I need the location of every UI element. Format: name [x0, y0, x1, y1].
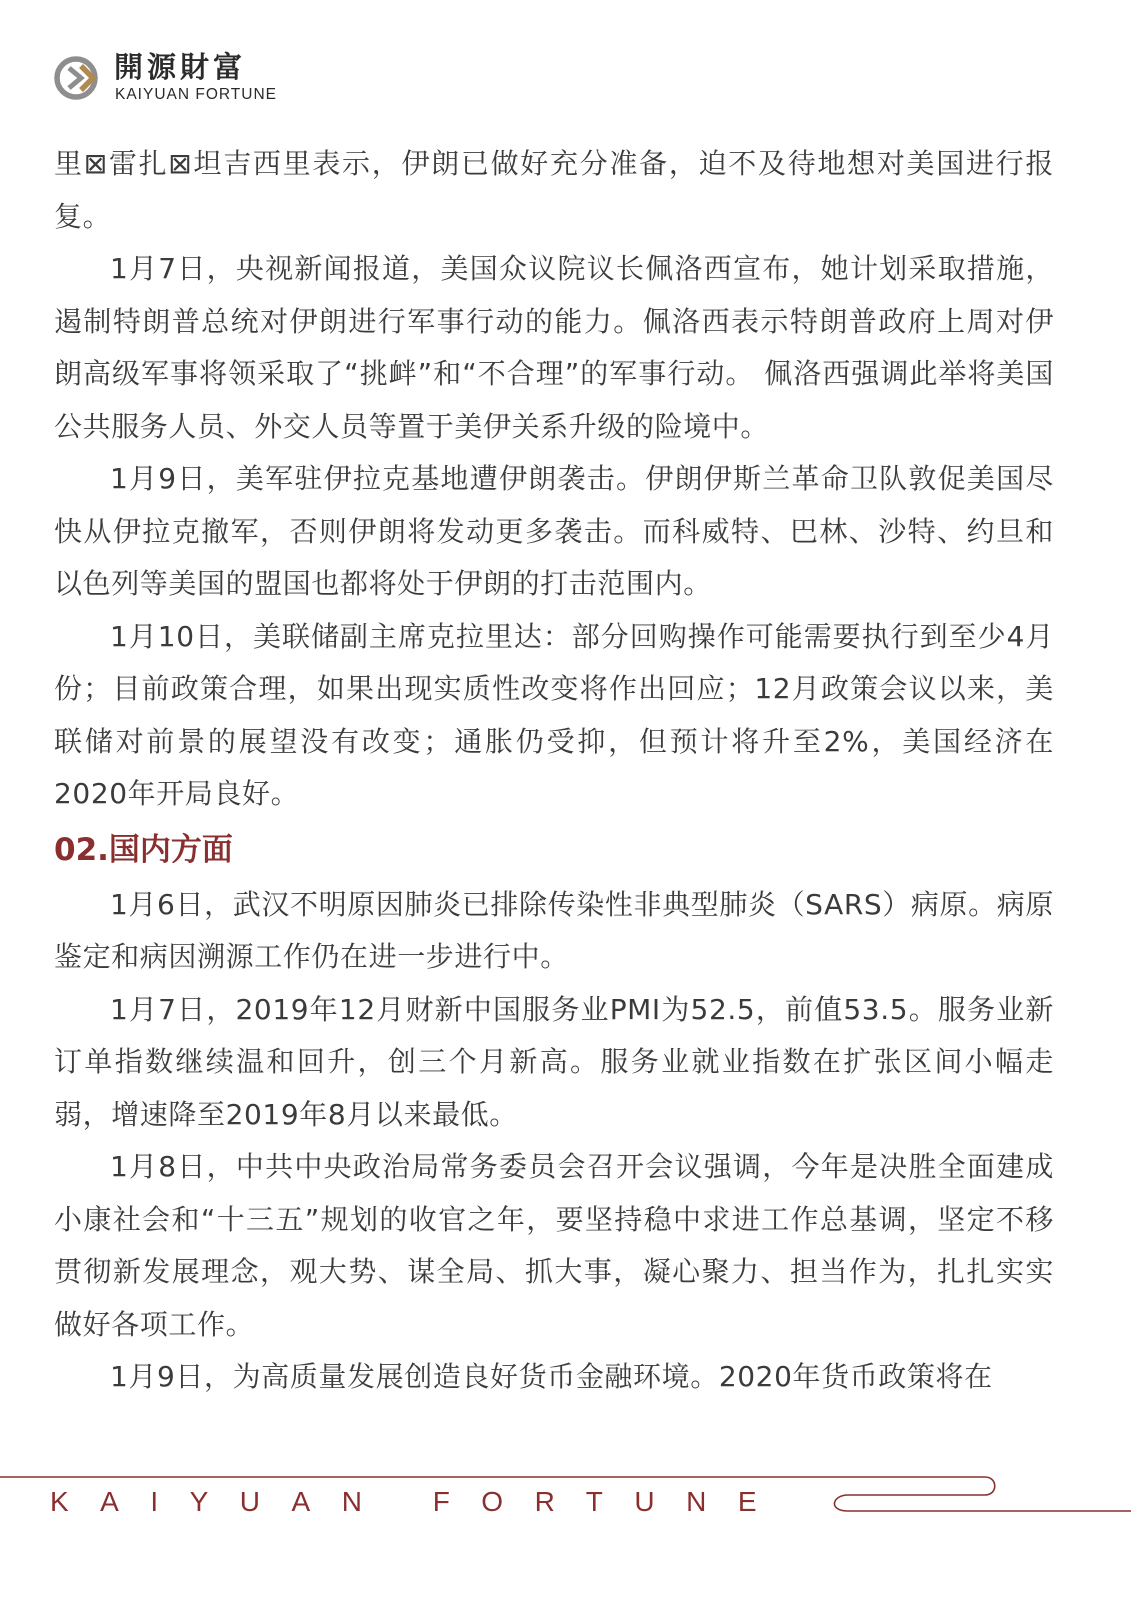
- kaiyuan-logo-icon: [52, 52, 104, 104]
- paragraph: 1月9日，为高质量发展创造良好货币金融环境。2020年货币政策将在: [110, 1360, 993, 1393]
- paragraph: 1月6日，武汉不明原因肺炎已排除传染性非典型肺炎（SARS）病原。病原鉴定和病因溯源工作仍在进一步进行中。: [54, 887, 1054, 973]
- section-title: 02.国内方面: [54, 831, 233, 868]
- header: [52, 50, 452, 106]
- logo-chinese-name: 開源財富: [114, 50, 247, 84]
- paragraph: 1月10日，美联储副主席克拉里达：部分回购操作可能需要执行到至少4月份；目前政策合理，如果出现实质性改变将作出回应；12月政策会议以来，美联储对前景的展望没有改变；通胀仍受抑，但预计将升至2%，美国经济在2020年开局良好。: [54, 619, 1054, 810]
- paragraph: 1月7日，2019年12月财新中国服务业PMI为52.5，前值53.5。服务业新订单指数继续温和回升，创三个月新高。服务业就业指数在扩张区间小幅走弱，增速降至2019年8月以来最低。: [54, 992, 1054, 1131]
- logo-english-name: KAIYUAN FORTUNE: [115, 86, 277, 103]
- paragraph: 1月7日，央视新闻报道，美国众议院议长佩洛西宣布，她计划采取措施，遏制特朗普总统对伊朗进行军事行动的能力。佩洛西表示特朗普政府上周对伊朗高级军事将领采取了“挑衅”和“不合理”的军事行动。 佩洛西强调此举将美国公共服务人员、外交人员等置于美伊关系升级的险境中。: [54, 252, 1054, 443]
- article-body: [54, 138, 1054, 1404]
- paragraph: 1月8日，中共中央政治局常务委员会召开会议强调，今年是决胜全面建成小康社会和“十三五”规划的收官之年，要坚持稳中求进工作总基调，坚定不移贯彻新发展理念，观大势、谋全局、抓大事，凝心聚力、担当作为，扎扎实实做好各项工作。: [54, 1150, 1054, 1341]
- footer-brand-text: KAIYUAN FORTUNE: [50, 1486, 789, 1517]
- paragraph: 1月9日，美军驻伊拉克基地遭伊朗袭击。伊朗伊斯兰革命卫队敦促美国尽快从伊拉克撤军，否则伊朗将发动更多袭击。而科威特、巴林、沙特、约旦和以色列等美国的盟国也都将处于伊朗的打击范围内。: [54, 462, 1054, 600]
- paragraph: 里⊠雷扎⊠坦吉西里表示，伊朗已做好充分准备，迫不及待地想对美国进行报复。: [54, 147, 1054, 233]
